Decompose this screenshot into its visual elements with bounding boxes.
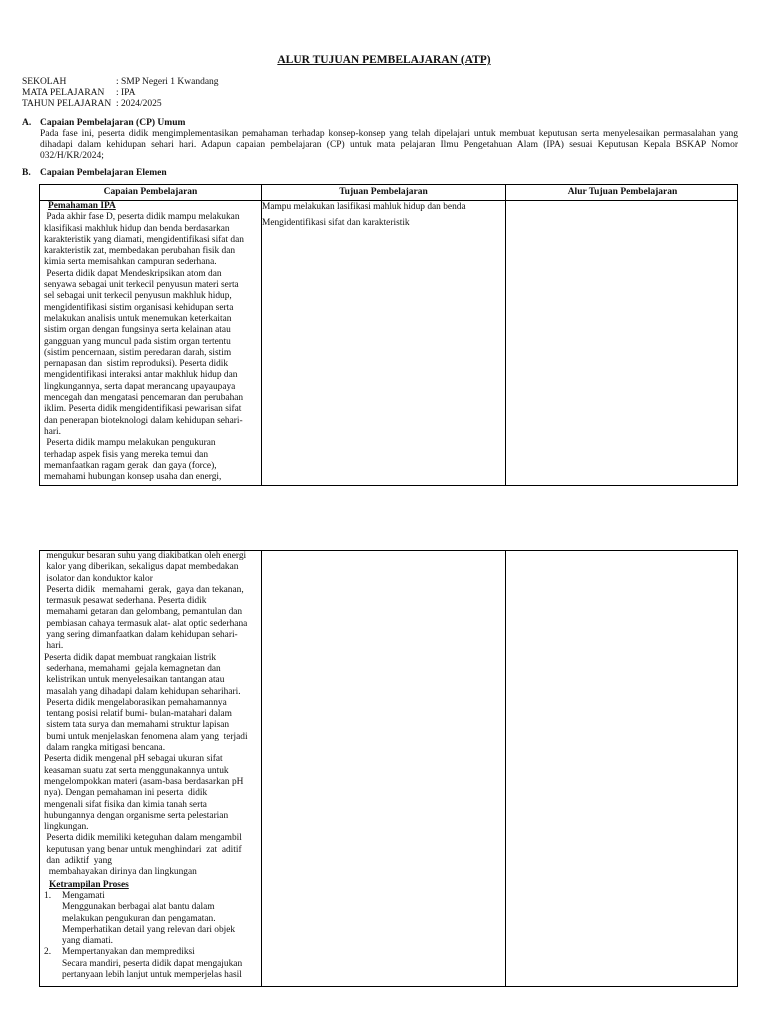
text-line: terhadap aspek fisis yang mereka temui dan	[44, 449, 209, 460]
text-line: keasaman suatu zat serta menggunakannya untuk	[44, 765, 229, 776]
text-line: dan adiktif yang	[44, 856, 112, 867]
text-line: sederhana, memahami gejala kemagnetan dan	[44, 663, 221, 674]
capaian-cell	[44, 201, 258, 483]
list-number: 1.	[44, 890, 52, 901]
text-line: Peserta didik memahami gerak, gaya dan tekanan,	[44, 584, 244, 595]
process-skill-list	[44, 891, 258, 981]
text-line: senyawa sebagai unit terkecil penyusun materi serta	[44, 280, 239, 291]
text-line: klasifikasi makhluk hidup dan benda berdasarkan	[44, 223, 230, 234]
section-a	[22, 118, 738, 162]
list-label: Mengamati	[62, 890, 105, 901]
list-item-detail: Menggunakan berbagai alat bantu dalam	[62, 902, 215, 913]
section-a-body: Pada fase ini, peserta didik mengimplementasikan pemahaman terhadap konsep-konsep yang telah dipelajari untuk membuat keputusan serta menyelesaikan permasalahan yang dihadapi dalam kehidupan sehari hari. Adapun capaian pembelajaran (CP) untuk mata pelajaran Ilmu Pengetahuan Alam (IPA) sesuai Keputusan Kepala BSKAP Nomor 032/H/KR/2024;	[40, 129, 738, 161]
text-line: nya). Dengan pemahaman ini peserta didik	[44, 788, 208, 799]
header-tujuan: Tujuan Pembelajaran	[339, 187, 428, 197]
text-line: kimia serta memisahkan campuran sederhana.	[44, 257, 217, 268]
section-a-heading	[22, 118, 738, 129]
column-divider	[505, 185, 506, 485]
text-line: (sistim pencernaan, sistim peredaran darah, sistim	[44, 347, 232, 358]
section-b	[22, 168, 167, 179]
list-label: Mempertanyakan dan memprediksi	[62, 947, 195, 958]
text-line: kelistrikan untuk menyelesaikan tantangan atau	[44, 675, 225, 686]
header-capaian: Capaian Pembelajaran	[103, 187, 198, 197]
text-line: mengenali sifat fisika dan kimia tanah serta	[44, 799, 207, 810]
list-item	[44, 891, 258, 902]
tujuan-item: Mampu melakukan lasifikasi mahluk hidup dan benda	[262, 202, 466, 212]
text-line: mengukur besaran suhu yang diakibatkan oleh energi	[44, 551, 247, 561]
text-line: Peserta didik dapat membuat rangkaian listrik	[44, 652, 217, 663]
meta-value: : SMP Negeri 1 Kwandang	[116, 77, 219, 87]
text-line: Peserta didik mampu melakukan pengukuran	[44, 438, 216, 449]
text-line: memanfaatkan ragam gerak dan gaya (force),	[44, 460, 217, 471]
text-line: keputusan yang benar untuk menghindari zat aditif	[44, 844, 242, 855]
text-line: kalor yang diberikan, sekaligus dapat membedakan	[44, 562, 239, 573]
text-line: yang sering dimanfaatkan dalam kehidupan sehari-	[44, 630, 238, 641]
meta-row-year	[22, 99, 219, 110]
text-line: Pada akhir fase D, peserta didik mampu melakukan	[44, 212, 240, 223]
list-item	[44, 947, 258, 958]
meta-value: : IPA	[116, 88, 136, 98]
text-line: karakteristik zat, membedakan perubahan fisik dan	[44, 246, 236, 257]
section-title: Capaian Pembelajaran Elemen	[40, 168, 167, 178]
atp-table	[39, 184, 738, 486]
page-title: ALUR TUJUAN PEMBELAJARAN (ATP)	[277, 54, 491, 66]
column-divider	[261, 551, 262, 986]
text-line: lingkungan.	[44, 822, 89, 833]
text-line: pernapasan dan sistim reproduksi). Peserta didik	[44, 359, 229, 370]
meta-key: TAHUN PELAJARAN	[22, 99, 112, 109]
list-item-detail: yang diamati.	[62, 936, 114, 947]
section-title: Capaian Pembelajaran (CP) Umum	[40, 118, 186, 128]
capaian-text	[44, 551, 258, 879]
meta-row-subject	[22, 88, 219, 99]
list-item-detail: Secara mandiri, peserta didik dapat mengajukan	[62, 958, 243, 969]
section-letter: A.	[22, 118, 32, 128]
atp-table-continued	[39, 550, 738, 987]
tujuan-item: Mengidentifikasi sifat dan karakteristik	[262, 218, 410, 228]
text-line: mengidentifikasi interaksi antar makhluk hidup dan	[44, 370, 238, 381]
header-alur: Alur Tujuan Pembelajaran	[567, 187, 678, 197]
text-line: tentang posisi relatif bumi- bulan-matahari dalam	[44, 709, 232, 720]
text-line: dan penerapan bioteknologi dalam kehidupan sehari-	[44, 415, 243, 426]
section-b-heading	[22, 168, 167, 179]
column-divider	[505, 551, 506, 986]
text-line: bumi untuk menjelaskan fenomena alam yang terjadi	[44, 731, 248, 742]
text-line: Peserta didik memiliki keteguhan dalam mengambil	[44, 833, 242, 844]
list-number: 2.	[44, 947, 52, 958]
text-line: Peserta didik mengelaborasikan pemahamannya	[44, 697, 227, 708]
text-line: dalam rangka mitigasi bencana.	[44, 743, 166, 754]
text-line: sel sebagai unit terkecil penyusun makhluk hidup,	[44, 291, 232, 302]
tujuan-cell	[262, 199, 502, 231]
meta-key: SEKOLAH	[22, 77, 67, 87]
text-line: sistem tata surya dan memahami struktur lapisan	[44, 720, 230, 731]
list-item-detail: Memperhatikan detail yang relevan dari objek	[62, 924, 236, 935]
list-item-detail: pertanyaan lebih lanjut untuk memperjelas hasil	[62, 969, 242, 980]
text-line: termasuk pesawat sederhana. Peserta didik	[44, 596, 207, 607]
text-line: hari.	[44, 426, 61, 437]
list-item-detail: melakukan pengukuran dan pengamatan.	[62, 913, 216, 924]
meta-row-school	[22, 77, 219, 88]
element-heading: Pemahaman IPA	[48, 201, 116, 211]
text-line: hubungannya dengan organisme serta pelestarian	[44, 810, 229, 821]
text-line: lingkungannya, serta dapat merancang upayaupaya	[44, 381, 236, 392]
text-line: melakukan analisis untuk menemukan keterkaitan	[44, 313, 232, 324]
meta-key: MATA PELAJARAN	[22, 88, 105, 98]
document-meta	[22, 77, 219, 110]
text-line: memahami getaran dan gelombang, pemantulan dan	[44, 607, 243, 618]
text-line: mengelompokkan materi (asam-basa berdasarkan pH	[44, 776, 244, 787]
element-heading: Ketrampilan Proses	[49, 879, 129, 890]
text-line: Peserta didik mengenal pH sebagai ukuran sifat	[44, 754, 223, 765]
text-line: karakteristik yang diamati, mengidentifikasi sifat dan	[44, 234, 244, 245]
text-line: isolator dan konduktor kalor	[44, 573, 153, 584]
meta-value: : 2024/2025	[116, 99, 162, 109]
text-line: memahami hubungan konsep usaha dan energi,	[44, 472, 222, 483]
text-line: hari.	[44, 641, 64, 652]
text-line: Peserta didik dapat Mendeskripsikan atom dan	[44, 268, 222, 279]
text-line: mengidentifikasi sistim organisasi kehidupan serta	[44, 302, 234, 313]
capaian-cell	[44, 551, 258, 981]
text-line: sistim organ dengan fungsinya serta kelainan atau	[44, 325, 231, 336]
capaian-text	[44, 212, 258, 483]
text-line: membahayakan dirinya dan lingkungan	[44, 867, 197, 878]
section-letter: B.	[22, 168, 31, 178]
text-line: masalah yang dihadapi dalam kehidupan seharihari.	[44, 686, 241, 697]
text-line: iklim. Peserta didik mengidentifikasi pewarisan sifat	[44, 404, 242, 415]
text-line: mencegah dan mengatasi pencemaran dan perubahan	[44, 393, 244, 404]
text-line: pembiasan cahaya termasuk alat- alat optic sederhana	[44, 618, 248, 629]
text-line: gangguan yang muncul pada sistim organ tertentu	[44, 336, 231, 347]
